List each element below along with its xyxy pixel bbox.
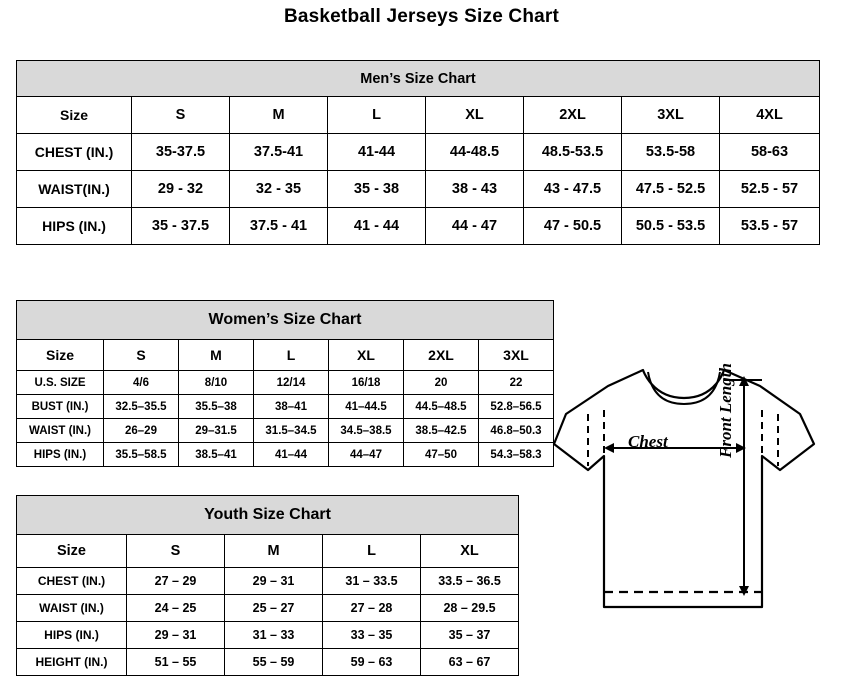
mens-chest-l: 41-44 — [328, 134, 426, 171]
youth-chest-s: 27 – 29 — [127, 568, 225, 595]
chest-measure-label: Chest — [628, 432, 668, 451]
mens-chest-4xl: 58-63 — [720, 134, 820, 171]
mens-header-3xl: 3XL — [622, 97, 720, 134]
womens-hips-3xl: 54.3–58.3 — [479, 443, 554, 467]
youth-header-s: S — [127, 535, 225, 568]
youth-header-size: Size — [17, 535, 127, 568]
womens-row-label-waist: WAIST (IN.) — [17, 419, 104, 443]
womens-bust-l: 38–41 — [254, 395, 329, 419]
mens-size-chart-table — [16, 60, 820, 245]
shirt-measurement-diagram — [548, 352, 838, 672]
womens-hips-2xl: 47–50 — [404, 443, 479, 467]
table-row — [17, 649, 519, 676]
youth-size-chart-table — [16, 495, 519, 676]
table-row — [17, 595, 519, 622]
table-row — [17, 443, 554, 467]
youth-height-xl: 63 – 67 — [421, 649, 519, 676]
womens-row-label-hips: HIPS (IN.) — [17, 443, 104, 467]
womens-header-2xl: 2XL — [404, 340, 479, 371]
womens-bust-xl: 41–44.5 — [329, 395, 404, 419]
womens-ussize-m: 8/10 — [179, 371, 254, 395]
womens-waist-m: 29–31.5 — [179, 419, 254, 443]
youth-waist-s: 24 – 25 — [127, 595, 225, 622]
youth-row-label-waist: WAIST (IN.) — [17, 595, 127, 622]
youth-chest-xl: 33.5 – 36.5 — [421, 568, 519, 595]
youth-hips-l: 33 – 35 — [323, 622, 421, 649]
youth-chart-body — [17, 496, 519, 676]
mens-waist-2xl: 43 - 47.5 — [524, 171, 622, 208]
youth-row-label-hips: HIPS (IN.) — [17, 622, 127, 649]
mens-header-4xl: 4XL — [720, 97, 820, 134]
youth-header-m: M — [225, 535, 323, 568]
table-row — [17, 622, 519, 649]
tshirt-outline-icon — [548, 352, 838, 672]
womens-row-label-us-size: U.S. SIZE — [17, 371, 104, 395]
mens-waist-s: 29 - 32 — [132, 171, 230, 208]
mens-waist-xl: 38 - 43 — [426, 171, 524, 208]
mens-hips-l: 41 - 44 — [328, 208, 426, 245]
table-caption-row — [17, 496, 519, 535]
womens-ussize-xl: 16/18 — [329, 371, 404, 395]
youth-chest-m: 29 – 31 — [225, 568, 323, 595]
mens-hips-xl: 44 - 47 — [426, 208, 524, 245]
mens-chest-m: 37.5-41 — [230, 134, 328, 171]
womens-header-s: S — [104, 340, 179, 371]
womens-chart-body — [17, 301, 554, 467]
youth-waist-l: 27 – 28 — [323, 595, 421, 622]
womens-size-chart-table — [16, 300, 554, 467]
youth-hips-m: 31 – 33 — [225, 622, 323, 649]
mens-header-2xl: 2XL — [524, 97, 622, 134]
mens-header-xl: XL — [426, 97, 524, 134]
womens-waist-l: 31.5–34.5 — [254, 419, 329, 443]
womens-bust-2xl: 44.5–48.5 — [404, 395, 479, 419]
mens-waist-4xl: 52.5 - 57 — [720, 171, 820, 208]
womens-header-l: L — [254, 340, 329, 371]
mens-row-label-waist: WAIST(IN.) — [17, 171, 132, 208]
womens-waist-2xl: 38.5–42.5 — [404, 419, 479, 443]
womens-hips-s: 35.5–58.5 — [104, 443, 179, 467]
table-row — [17, 134, 820, 171]
table-header-row — [17, 97, 820, 134]
table-row — [17, 568, 519, 595]
mens-hips-4xl: 53.5 - 57 — [720, 208, 820, 245]
table-row — [17, 171, 820, 208]
youth-height-m: 55 – 59 — [225, 649, 323, 676]
table-header-row — [17, 340, 554, 371]
mens-row-label-hips: HIPS (IN.) — [17, 208, 132, 245]
mens-chest-xl: 44-48.5 — [426, 134, 524, 171]
mens-waist-m: 32 - 35 — [230, 171, 328, 208]
womens-bust-m: 35.5–38 — [179, 395, 254, 419]
table-row — [17, 208, 820, 245]
mens-chest-3xl: 53.5-58 — [622, 134, 720, 171]
mens-hips-2xl: 47 - 50.5 — [524, 208, 622, 245]
womens-chart-title: Women’s Size Chart — [17, 301, 554, 340]
womens-header-3xl: 3XL — [479, 340, 554, 371]
mens-header-s: S — [132, 97, 230, 134]
womens-header-m: M — [179, 340, 254, 371]
youth-header-xl: XL — [421, 535, 519, 568]
youth-waist-xl: 28 – 29.5 — [421, 595, 519, 622]
mens-hips-3xl: 50.5 - 53.5 — [622, 208, 720, 245]
mens-row-label-chest: CHEST (IN.) — [17, 134, 132, 171]
youth-chart-title: Youth Size Chart — [17, 496, 519, 535]
womens-header-xl: XL — [329, 340, 404, 371]
table-caption-row — [17, 301, 554, 340]
womens-waist-s: 26–29 — [104, 419, 179, 443]
womens-ussize-l: 12/14 — [254, 371, 329, 395]
mens-chest-2xl: 48.5-53.5 — [524, 134, 622, 171]
table-row — [17, 395, 554, 419]
mens-header-size: Size — [17, 97, 132, 134]
table-row — [17, 419, 554, 443]
mens-chest-s: 35-37.5 — [132, 134, 230, 171]
mens-waist-l: 35 - 38 — [328, 171, 426, 208]
womens-waist-3xl: 46.8–50.3 — [479, 419, 554, 443]
womens-hips-l: 41–44 — [254, 443, 329, 467]
womens-ussize-s: 4/6 — [104, 371, 179, 395]
youth-hips-xl: 35 – 37 — [421, 622, 519, 649]
youth-height-s: 51 – 55 — [127, 649, 225, 676]
youth-waist-m: 25 – 27 — [225, 595, 323, 622]
womens-waist-xl: 34.5–38.5 — [329, 419, 404, 443]
womens-bust-s: 32.5–35.5 — [104, 395, 179, 419]
womens-ussize-2xl: 20 — [404, 371, 479, 395]
front-length-measure-label: Front Length — [716, 363, 735, 458]
table-caption-row — [17, 61, 820, 97]
youth-chest-l: 31 – 33.5 — [323, 568, 421, 595]
womens-hips-m: 38.5–41 — [179, 443, 254, 467]
womens-ussize-3xl: 22 — [479, 371, 554, 395]
mens-waist-3xl: 47.5 - 52.5 — [622, 171, 720, 208]
youth-height-l: 59 – 63 — [323, 649, 421, 676]
womens-bust-3xl: 52.8–56.5 — [479, 395, 554, 419]
womens-header-size: Size — [17, 340, 104, 371]
table-header-row — [17, 535, 519, 568]
youth-row-label-chest: CHEST (IN.) — [17, 568, 127, 595]
youth-row-label-height: HEIGHT (IN.) — [17, 649, 127, 676]
womens-row-label-bust: BUST (IN.) — [17, 395, 104, 419]
mens-hips-m: 37.5 - 41 — [230, 208, 328, 245]
mens-chart-body — [17, 61, 820, 245]
mens-hips-s: 35 - 37.5 — [132, 208, 230, 245]
page-title: Basketball Jerseys Size Chart — [283, 6, 560, 27]
mens-chart-title: Men’s Size Chart — [17, 61, 820, 97]
youth-header-l: L — [323, 535, 421, 568]
table-row — [17, 371, 554, 395]
mens-header-m: M — [230, 97, 328, 134]
mens-header-l: L — [328, 97, 426, 134]
womens-hips-xl: 44–47 — [329, 443, 404, 467]
youth-hips-s: 29 – 31 — [127, 622, 225, 649]
